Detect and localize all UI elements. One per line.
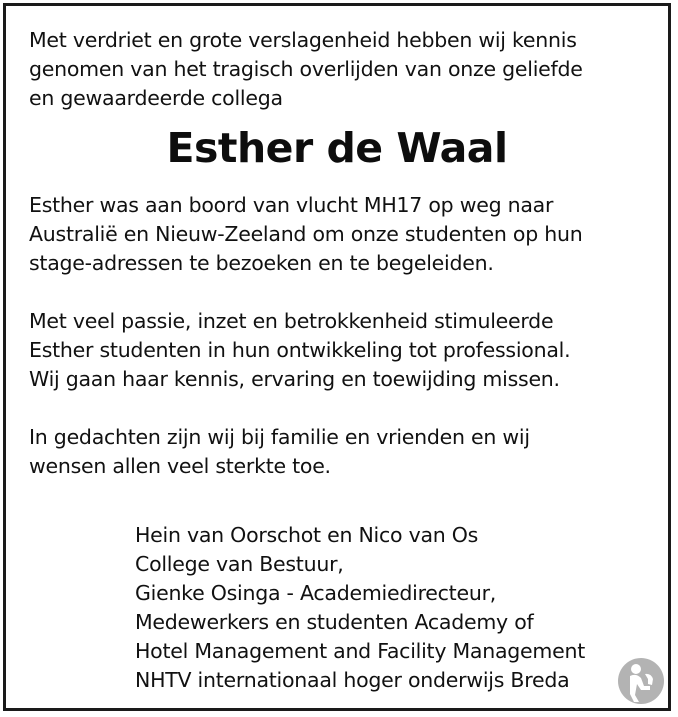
paragraph-line: Wij gaan haar kennis, ervaring en toewijding missen. [29,367,560,391]
deceased-name: Esther de Waal [166,124,508,172]
signature-line: Gienke Osinga - Academiedirecteur, [135,581,497,605]
paragraph-flight [29,191,582,278]
paragraph-condolence [29,423,582,481]
paragraph-line: stage-adressen te bezoeken en te begeleiden. [29,251,494,275]
signature-line: Hein van Oorschot en Nico van Os [135,523,479,547]
signature-line: NHTV internationaal hoger onderwijs Breda [135,668,570,692]
mourning-figure-icon [617,657,665,705]
signature-line: Hotel Management and Facility Management [135,639,586,663]
paragraph-line: In gedachten zijn wij bij familie en vrienden en wij [29,425,530,449]
signature-line: Medewerkers en studenten Academy of [135,610,534,634]
paragraph-line: Met veel passie, inzet en betrokkenheid stimuleerde [29,309,554,333]
intro-text [29,26,583,113]
paragraph-line: wensen allen veel sterkte toe. [29,454,331,478]
signature-block [135,521,585,695]
intro-line: Met verdriet en grote verslagenheid hebben wij kennis [29,28,577,52]
intro-line: genomen van het tragisch overlijden van onze geliefde [29,57,583,81]
paragraph-line: Australië en Nieuw-Zeeland om onze studenten op hun [29,222,583,246]
obituary-notice [3,3,671,711]
paragraph-tribute [29,307,582,394]
intro-line: en gewaardeerde collega [29,86,283,110]
message-body [29,191,582,510]
signature-line: College van Bestuur, [135,552,344,576]
paragraph-line: Esther was aan boord van vlucht MH17 op weg naar [29,193,554,217]
paragraph-line: Esther studenten in hun ontwikkeling tot professional. [29,338,571,362]
